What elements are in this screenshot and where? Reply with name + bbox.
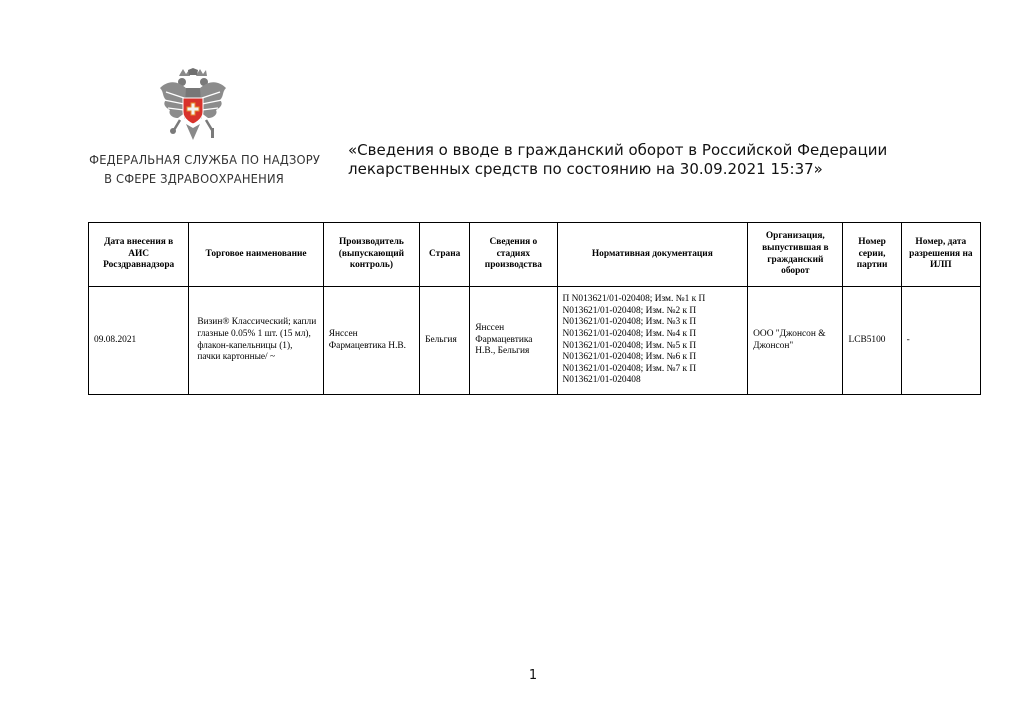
column-header-manufacturer: Производитель (выпускающий контроль): [323, 223, 419, 287]
column-header-organization: Организация, выпустившая в гражданский оборот: [748, 223, 843, 287]
column-header-ilp-permit: Номер, дата разрешения на ИЛП: [901, 223, 980, 287]
cell-trade-name: Визин® Классический; капли глазные 0.05% 1 шт. (15 мл), флакон-капельницы (1), пачки картонные/ ~: [189, 287, 323, 395]
column-header-series: Номер серии, партии: [843, 223, 901, 287]
cell-stages: Янссен Фармацевтика Н.В., Бельгия: [470, 287, 557, 395]
cell-manufacturer: Янссен Фармацевтика Н.В.: [323, 287, 419, 395]
cell-series: LCB5100: [843, 287, 901, 395]
cell-norm-doc: П N013621/01-020408; Изм. №1 к П N013621/01-020408; Изм. №2 к П N013621/01-020408; Изм. №3 к П N013621/01-020408; Изм. №4 к П N013621/01-020408; Изм. №5 к П N013621/01-020408; Изм. №6 к П N013621/01-020408; Изм. №7 к П N013621/01-020408: [557, 287, 748, 395]
organization-name-line2: В СФЕРЕ ЗДРАВООХРАНЕНИЯ: [104, 171, 284, 186]
table-header-row: [89, 223, 981, 287]
column-header-trade-name: Торговое наименование: [189, 223, 323, 287]
column-header-norm-doc: Нормативная документация: [557, 223, 748, 287]
registry-table: [88, 222, 981, 395]
cell-ilp-permit: -: [901, 287, 980, 395]
table-row: [89, 287, 981, 395]
organization-name-line1: ФЕДЕРАЛЬНАЯ СЛУЖБА ПО НАДЗОРУ: [89, 152, 321, 167]
double-headed-eagle-emblem-icon: [158, 68, 228, 146]
cell-country: Бельгия: [420, 287, 470, 395]
column-header-country: Страна: [420, 223, 470, 287]
page-number: 1: [528, 668, 538, 683]
document-title: «Сведения о вводе в гражданский оборот в Российской Федерации лекарственных средств по состоянию на 30.09.2021 15:37»: [348, 141, 888, 178]
column-header-stages: Сведения о стадиях производства: [470, 223, 557, 287]
column-header-date: Дата внесения в АИС Росздравнадзора: [89, 223, 189, 287]
cell-date: 09.08.2021: [89, 287, 189, 395]
organization-name: [89, 150, 321, 188]
cell-organization: ООО "Джонсон & Джонсон": [748, 287, 843, 395]
